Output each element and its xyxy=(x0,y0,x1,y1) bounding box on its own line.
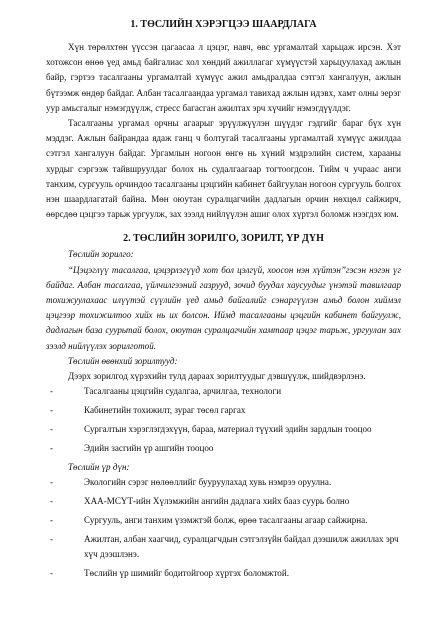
list-dash: - xyxy=(50,477,54,488)
result-text: Ажилтан, албан хаагчид, суралцагчдын сэтгэлзүйн байдал дээшилж ажиллах эрч хүч дээшлэнэ. xyxy=(84,534,399,560)
objective-text: Сургалтын хэрэглэгдэхүүн, бараа, материал түүхий эдийн зардлын тооцоо xyxy=(84,424,372,435)
objectives-intro: Дээрх зорилгод хүрэхийн тулд дараах зорилтуудыг дэвшүүлж, шийдвэрлэнэ. xyxy=(68,371,366,382)
result-text: Төслийн үр шимийг бодитойгоор хүртэх боломжтой. xyxy=(84,568,289,579)
result-item xyxy=(46,513,401,528)
result-text: ХАА-МСҮТ-ийн Хүлэмжийн ангийн дадлага хийх бааз суурь болно xyxy=(84,496,350,507)
list-dash: - xyxy=(50,405,54,416)
list-dash: - xyxy=(50,568,54,579)
objective-text: Тасалгааны цэцгийн судалгаа, арчилгаа, технологи xyxy=(84,386,282,397)
results-list xyxy=(46,475,401,581)
section-2-title: 2. ТӨСЛИЙН ЗОРИЛГО, ЗОРИЛТ, ҮР ДҮН xyxy=(123,233,324,245)
list-dash: - xyxy=(50,443,54,454)
list-dash: - xyxy=(50,515,54,526)
list-dash: - xyxy=(50,534,54,545)
results-label: Төслийн үр дүн: xyxy=(68,462,130,473)
objective-text: Эдийн засгийн үр ашгийн тооцоо xyxy=(84,443,214,454)
objective-item xyxy=(46,441,401,456)
objective-text: Кабинетийн тохижилт, зураг төсөл гаргах xyxy=(84,405,246,416)
goal-text: “Цэцэглүү тасалгаа, цэцэрлэгүүд хот бол цэлгүй, хоосон нэн хүйтэн”гэсэн нэгэн үг байдаг. Албан тасалгаа, үйлчилгээний газрууд, зочид буудал хаусуудыг үнэтэй тавилгаар тохижуулахаас илүүтэй сүүлийн үед амьд байгалийг сэнаргүүлэн амьд болон хиймэл цэцгээр тохижилтоо хийх нь их болсон. Иймд тасалгааны цэцгийн кабинет байгуулж, дадлагын база суурьтай болох, оюутан суралцагчийн хамтаар цэцэг тарьж, ургуулан зах зээлд нийлүүлэх зорилготой. xyxy=(46,264,401,351)
objective-item xyxy=(46,403,401,418)
section-1-paragraph-2: Тасалгааны ургамал орчны агаарыг эрүүлжүүлэн шүүдэг гэдгийг бараг бүх хүн мэддэг. Ажлын байрандаа ядаж ганц ч болтугай тасалгааны ургамалтай хүмүүс ажилдаа сэтгэл хангалуун байдаг. Ургамлын ногоон өнгө нь хүний мэдрэлийн систем, харааны хурдыг сэргээж тайвшруулдаг болох нь судалгаагаар тогтоогдсон. Тийм ч учраас анги танхим, сургууль орчиндоо тасалгааны цэцгийн кабинет байгуулан ногоон сургууль болгох нэн шаардлагатай байна. Мөн оюутан суралцагчийн дадлагын орчин нөхцөл сайжирч, өөрсдөө цэцгээ тарьж ургуулж, зах зээлд нийлүүлэн ашиг олох хүртэл боломж нээгдэх юм. xyxy=(46,118,401,220)
objective-item xyxy=(46,384,401,399)
result-item xyxy=(46,475,401,490)
objective-item xyxy=(46,422,401,437)
section-1-title: 1. ТӨСЛИЙН ХЭРЭГЦЭЭ ШААРДЛАГА xyxy=(130,19,317,30)
section-1-paragraph-1: Хүн төрөлхтөн үүссэн цагаасаа л цэцэг, навч, өвс ургамалтай харьцаж ирсэн. Хэт хотожсон өнөө үед амьд байгалиас хол хөндий ажиллагаг хүмүүстэй харьцуулахад ажлын байр, гэртээ тасалгааны ургамалтай хүмүүс ажил амьдралдаа сэтгэл хангалуун, ажлын бүтээмж өндөр байдаг. Албан тасалгаандаа ургамал тавихад ажлын идэвх, хамт олны эерэг уур амьсгалыг нэмэгдүүлж, стресс багасган ажилтах эрч хүчийг нэмэгдүүлдэг. xyxy=(46,42,401,113)
list-dash: - xyxy=(50,386,54,397)
result-item xyxy=(46,494,401,509)
goal-label: Төслийн зорилго: xyxy=(68,249,134,260)
objectives-label: Төслийн өвөнхий зорилтууд: xyxy=(68,355,178,366)
result-text: Экологийн сэрэг нөлөөллийг бууруулахад хувь нэмрээ оруулна. xyxy=(84,477,332,488)
list-dash: - xyxy=(50,424,54,435)
result-item xyxy=(46,532,401,562)
result-text: Сургууль, анги танхим үзэмжтэй болж, өрөө тасалгааны агаар сайжирна. xyxy=(84,515,368,526)
list-dash: - xyxy=(50,496,54,507)
objectives-list xyxy=(46,384,401,456)
result-item xyxy=(46,566,401,581)
